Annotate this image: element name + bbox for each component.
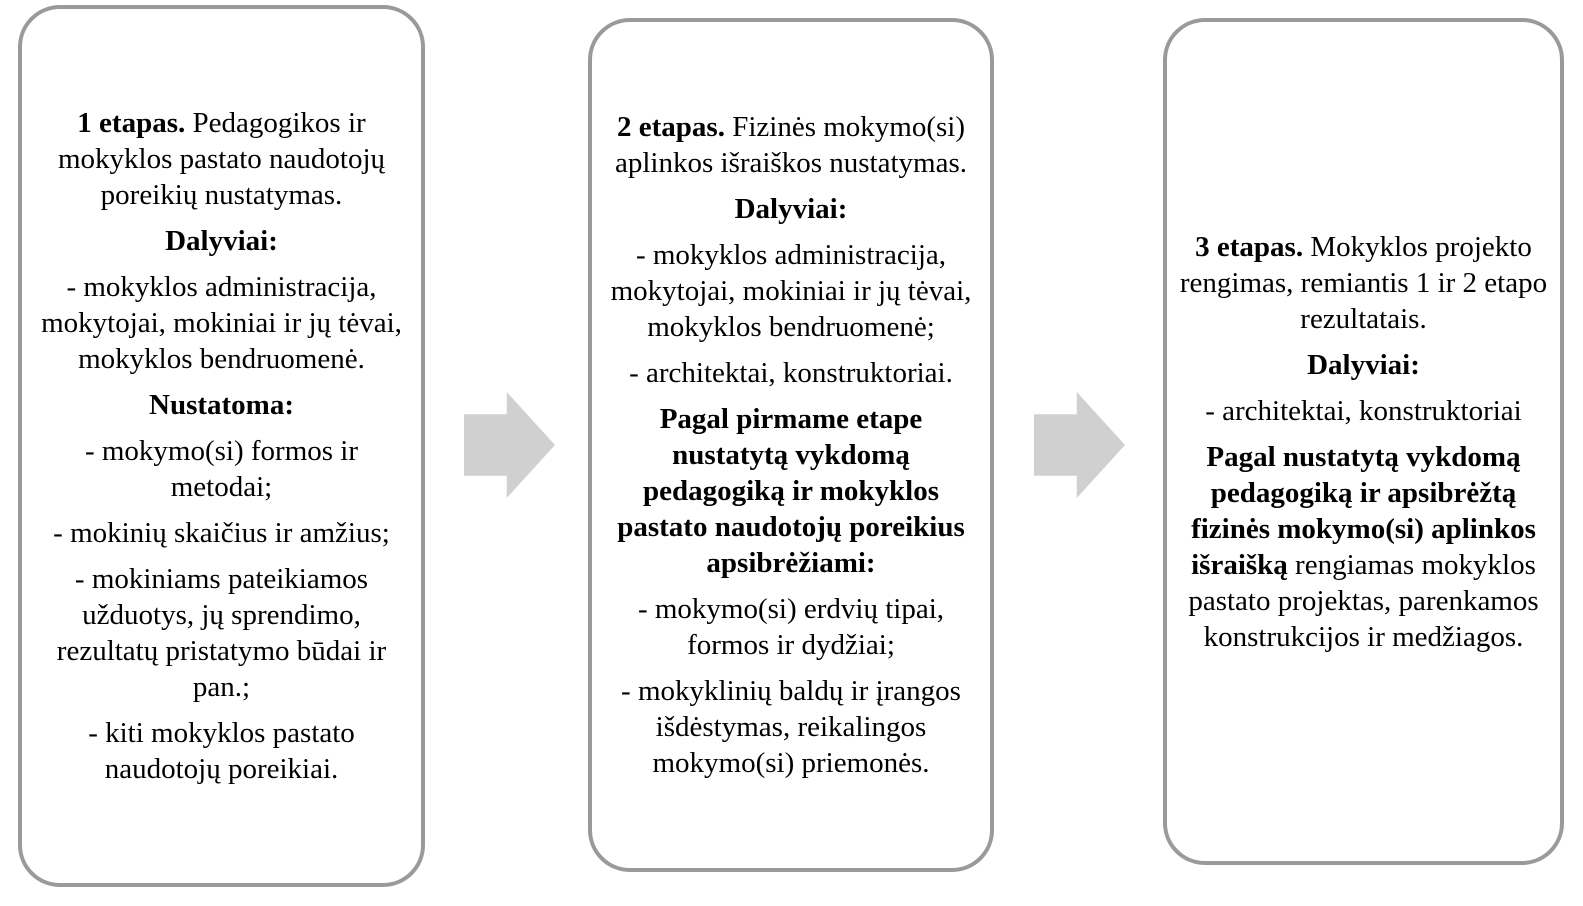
stage-2-label: 2 etapas. (617, 111, 725, 143)
stage-1-determined-item-3: - mokiniams pateikiamos užduotys, jų sprendimo, rezultatų pristatymo būdai ir pan.; (56, 563, 387, 703)
stage-1-determined-item-4: - kiti mokyklos pastato naudotojų poreikiai. (88, 717, 355, 785)
stage-2-participants-item-2: - architektai, konstruktoriai. (629, 357, 953, 389)
stage-1-participants-item: - mokyklos administracija, mokytojai, mokiniai ir jų tėvai, mokyklos bendruomenė. (41, 271, 402, 375)
stage-3-participants-item: - architektai, konstruktoriai (1205, 394, 1522, 427)
stage-1-title-text: Pedagogikos ir mokyklos pastato naudotojų poreikių nustatymas. (57, 107, 386, 211)
stage-3-title (1179, 229, 1548, 337)
stage-2-defined-heading: Pagal pirmame etape nustatytą vykdomą pedagogiką ir mokyklos pastato naudotojų poreikius apsibrėžiami: (617, 403, 965, 579)
stage-2-box (588, 18, 994, 872)
stage-1-title (34, 105, 409, 213)
stage-1-participants-heading: Dalyviai: (165, 225, 278, 257)
stage-2-participants-item-1: - mokyklos administracija, mokytojai, mokiniai ir jų tėvai, mokyklos bendruomenė; (610, 239, 972, 343)
stage-2-title (604, 109, 978, 181)
stage-1-determined-item-1: - mokymo(si) formos ir metodai; (84, 435, 359, 503)
stage-3-label: 3 etapas. (1195, 230, 1304, 263)
stage-2-title-text: Fizinės mokymo(si) aplinkos išraiškos nustatymas. (614, 111, 967, 179)
stage-2-defined-item-2: - mokyklinių baldų ir įrangos išdėstymas, reikalingos mokymo(si) priemonės. (621, 675, 961, 779)
arrow-right-icon (1034, 392, 1125, 498)
stage-1-determined-item-2: - mokinių skaičius ir amžius; (53, 517, 390, 549)
stage-1-label: 1 etapas. (77, 107, 186, 139)
stage-1-determined-heading: Nustatoma: (149, 389, 294, 421)
stage-2-participants-heading: Dalyviai: (734, 193, 848, 225)
stage-3-box (1163, 18, 1564, 865)
stage-2-defined-item-1: - mokymo(si) erdvių tipai, formos ir dydžiai; (637, 593, 945, 661)
stage-1-box (18, 5, 425, 887)
arrow-right-icon (464, 392, 555, 498)
stage-3-title-text: Mokyklos projekto rengimas, remiantis 1 ir 2 etapo rezultatais. (1179, 230, 1548, 335)
stage-3-summary: Pagal nustatytą vykdomą pedagogiką ir apsibrėžtą fizinės mokymo(si) aplinkos išraišką rengiamas mokyklos pastato projektas, parenkamos konstrukcijos ir medžiagos. (1188, 440, 1539, 653)
stage-3-participants-heading: Dalyviai: (1307, 348, 1420, 381)
